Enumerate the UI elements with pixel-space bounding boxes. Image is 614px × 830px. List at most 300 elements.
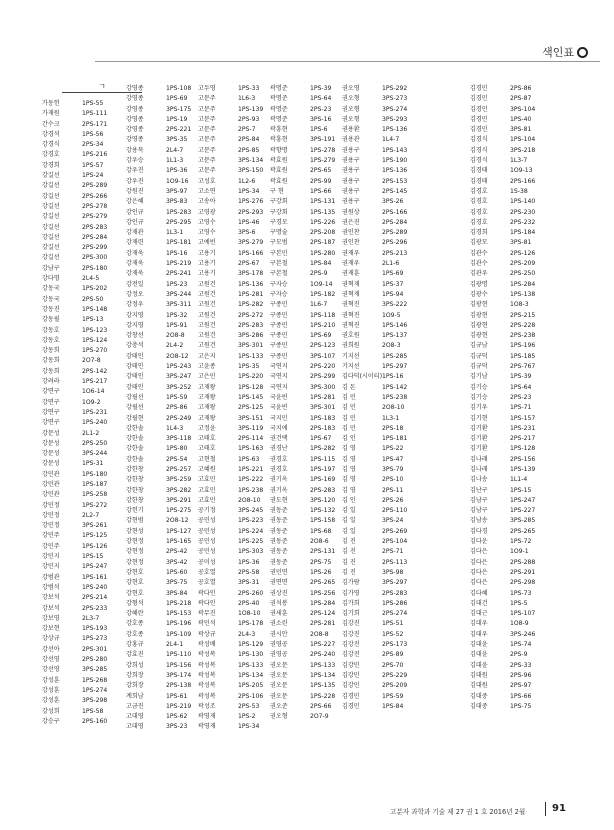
paper-code: 3PS-191 (310, 136, 336, 144)
paper-code: 1PS-124 (82, 336, 108, 344)
author-name: 김경호 (470, 218, 488, 226)
index-entry (270, 455, 348, 465)
author-name: 강길선 (42, 172, 60, 180)
author-name: 김경식 (470, 157, 488, 165)
index-entry (198, 156, 276, 166)
author-name: 고영수 (198, 229, 216, 237)
author-name: 고원건 (198, 280, 216, 288)
index-entry (470, 661, 548, 671)
index-column (270, 84, 348, 722)
author-name: 강승구 (42, 717, 60, 725)
paper-code: 1PS-166 (238, 249, 264, 257)
author-name: 김대중 (470, 692, 488, 700)
author-name: 권오형 (270, 713, 288, 721)
author-name: 강남구 (42, 264, 60, 272)
index-entry (270, 444, 348, 454)
index-entry (470, 609, 548, 619)
author-name: 김 영 (342, 486, 356, 494)
author-name: 권면면 (270, 579, 288, 587)
paper-code: 2PS-284 (382, 218, 408, 226)
author-name: 권용환 (342, 126, 360, 134)
paper-code: 1PS-26 (310, 568, 332, 576)
paper-code: 2PS-228 (510, 321, 536, 329)
author-name: 기지선 (342, 363, 360, 371)
paper-code: 1PS-219 (166, 702, 192, 710)
author-name: 강필선 (126, 393, 144, 401)
paper-code: 1PS-133 (238, 352, 264, 360)
author-name: 강민주 (42, 542, 60, 550)
author-name: 고문주 (198, 95, 216, 103)
author-name: 고윤종 (198, 363, 216, 371)
index-entry (198, 424, 276, 434)
index-entry (42, 120, 120, 130)
index-entry (42, 181, 120, 191)
paper-code: 2PS-26 (382, 496, 404, 504)
author-name: 고효민 (198, 486, 216, 494)
author-name: 강선아 (42, 645, 60, 653)
index-entry (42, 470, 120, 480)
author-name: 권동준 (270, 548, 288, 556)
index-entry (270, 94, 348, 104)
author-name: 강헌기 (126, 507, 144, 515)
author-name: 권재우 (342, 260, 360, 268)
author-name: 김다은 (470, 558, 488, 566)
paper-code: 1PS-84 (382, 702, 404, 710)
paper-code: 1PS-180 (82, 470, 108, 478)
index-entry (198, 640, 276, 650)
author-name: 김대원 (470, 671, 488, 679)
index-entry (198, 135, 276, 145)
paper-code: 3PS-279 (238, 239, 264, 247)
author-name: 강성훈 (42, 676, 60, 684)
index-entry (198, 630, 276, 640)
author-name: 공민성 (198, 517, 216, 525)
paper-code: 3PS-301 (310, 404, 336, 412)
paper-code: 3PS-81 (510, 239, 532, 247)
author-name: 권혁진 (342, 311, 360, 319)
index-entry (270, 650, 348, 660)
index-entry (198, 362, 276, 372)
index-entry (470, 692, 548, 702)
index-entry (198, 496, 276, 506)
author-name: 강용묵 (126, 146, 144, 154)
index-entry (470, 516, 548, 526)
author-name: 김경희 (470, 229, 488, 237)
author-name: 구종민 (270, 321, 288, 329)
index-entry (270, 146, 348, 156)
paper-code: 1PS-221 (238, 465, 264, 473)
author-name: 강필현 (126, 414, 144, 422)
paper-code: 1PS-268 (82, 676, 108, 684)
paper-code: 1PS-140 (510, 198, 536, 206)
author-name: 공민성 (198, 527, 216, 535)
paper-code: 1PS-156 (166, 661, 192, 669)
paper-code: 2PS-209 (382, 682, 408, 690)
paper-code: 1PS-223 (238, 517, 264, 525)
index-entry (270, 177, 348, 187)
paper-code: 1PS-139 (510, 465, 536, 473)
index-entry (42, 418, 120, 428)
paper-code: 3PS-252 (166, 383, 192, 391)
author-name: 권용구 (342, 167, 360, 175)
paper-code: 3PS-98 (382, 568, 404, 576)
paper-code: 2PS-233 (82, 604, 108, 612)
author-name: 강한창 (126, 465, 144, 473)
index-entry (198, 661, 276, 671)
author-name: 권동준 (270, 507, 288, 515)
author-name: 가동헌 (42, 100, 60, 107)
index-entry (42, 192, 120, 202)
index-entry (470, 84, 548, 94)
index-entry (470, 589, 548, 599)
author-name: 강민관 (42, 480, 60, 488)
paper-code: 2PS-301 (82, 645, 108, 653)
index-entry (270, 465, 348, 475)
paper-code: 1O8-3 (510, 301, 529, 309)
index-entry (342, 166, 420, 176)
paper-code: 2L2-7 (82, 511, 100, 519)
author-name: 김관우 (470, 270, 488, 278)
index-title (542, 44, 588, 60)
paper-code: 1PS-284 (510, 280, 536, 288)
index-entry (198, 84, 276, 94)
index-entry (42, 480, 120, 490)
author-name: 강동필 (42, 316, 60, 324)
paper-code: 1PS-63 (238, 455, 260, 463)
author-name: 구명술 (270, 229, 288, 237)
paper-code: 1PS-247 (82, 563, 108, 571)
index-entry (42, 614, 120, 624)
index-entry (42, 253, 120, 263)
index-entry (270, 105, 348, 115)
author-name: 공호열 (198, 568, 216, 576)
author-name: 김광현 (470, 311, 488, 319)
author-name: 곽효원 (270, 167, 288, 175)
index-entry (42, 501, 120, 511)
author-name: 권소린 (270, 620, 288, 628)
paper-code: 1PS-224 (238, 527, 264, 535)
index-entry (126, 208, 204, 218)
paper-code: 1PS-185 (510, 352, 536, 360)
index-entry (342, 692, 420, 702)
author-name: 김 진 (342, 538, 356, 546)
author-name: 곽향명 (270, 146, 288, 154)
author-name: 김대근 (470, 610, 488, 618)
paper-code: 1PS-243 (166, 363, 192, 371)
author-name: 공기정 (198, 507, 216, 515)
paper-code: 2PS-89 (382, 651, 404, 659)
paper-code: 2O7-8 (82, 357, 101, 365)
paper-code: 1PS-57 (82, 161, 104, 169)
author-name: 곽명준 (270, 95, 288, 103)
index-entry (42, 645, 120, 655)
index-entry (126, 84, 204, 94)
paper-code: 3PS-16 (310, 115, 332, 123)
author-name: 김기우 (470, 404, 488, 412)
index-entry (270, 362, 348, 372)
paper-code: 1PS-218 (166, 599, 192, 607)
paper-code: 3PS-311 (166, 301, 192, 309)
index-entry (42, 377, 120, 387)
paper-code: 1O9-13 (510, 167, 533, 175)
paper-code: 1PS-219 (166, 260, 192, 268)
paper-code: 2L4-7 (166, 146, 184, 154)
index-entry (126, 290, 204, 300)
index-entry (270, 712, 348, 722)
author-name: 국윤빈 (270, 404, 288, 412)
index-entry (42, 686, 120, 696)
index-entry (470, 94, 548, 104)
paper-code: 1PS-231 (82, 408, 108, 416)
index-entry (198, 208, 276, 218)
index-entry (198, 187, 276, 197)
index-entry (198, 249, 276, 259)
index-entry (342, 650, 420, 660)
author-name: 고소연 (198, 187, 216, 195)
author-name: 고재왕 (198, 404, 216, 412)
paper-code: 1PS-247 (510, 496, 536, 504)
author-name: 기지선 (342, 352, 360, 360)
index-entry (198, 414, 276, 424)
index-title-text: 색인표 (542, 46, 574, 59)
author-name: 강경식 (42, 141, 60, 149)
paper-code: 1O9-2 (82, 398, 101, 406)
index-entry (342, 156, 420, 166)
index-entry (198, 105, 276, 115)
index-entry (342, 681, 420, 691)
author-name: 고원건 (198, 290, 216, 298)
index-entry (270, 84, 348, 94)
index-entry (126, 352, 204, 362)
author-name: 강문성 (42, 460, 60, 468)
paper-code: 3PS-35 (166, 136, 188, 144)
index-entry (42, 562, 120, 572)
paper-code: 1PS-136 (382, 167, 408, 175)
index-entry (42, 583, 120, 593)
index-entry (470, 444, 548, 454)
index-entry (470, 475, 548, 485)
index-entry (42, 387, 120, 397)
paper-code: 2PS-300 (82, 254, 108, 262)
author-name: 김 민 (342, 393, 356, 401)
paper-code: 1PS-67 (310, 435, 332, 443)
paper-code: 1PS-256 (310, 589, 336, 597)
index-entry (198, 115, 276, 125)
paper-code: 1PS-129 (238, 641, 264, 649)
author-name: 계희남 (126, 692, 144, 700)
index-entry (342, 393, 420, 403)
author-name: 구모범 (270, 239, 288, 247)
author-name: 권민면 (270, 568, 288, 576)
author-name: 강재관 (126, 229, 144, 237)
author-name: 강지영 (126, 321, 144, 329)
paper-code: 1PS-279 (310, 157, 336, 165)
index-entry (270, 568, 348, 578)
index-entry (126, 609, 204, 619)
index-entry (342, 619, 420, 629)
author-name: 김광현 (470, 332, 488, 340)
author-name: 고두영 (198, 85, 216, 92)
index-entry (198, 516, 276, 526)
index-entry (42, 326, 120, 336)
author-name: 구종민 (270, 301, 288, 309)
paper-code: 1PS-182 (310, 290, 336, 298)
index-entry (198, 321, 276, 331)
index-entry (198, 290, 276, 300)
author-name: 김 진 (342, 548, 356, 556)
paper-code: 1PS-2 (238, 713, 256, 721)
author-name: 강동호 (42, 336, 60, 344)
index-entry (342, 352, 420, 362)
paper-code: 1PS-115 (310, 455, 336, 463)
index-entry (42, 212, 120, 222)
paper-code: 2PS-288 (510, 558, 536, 566)
index-entry (342, 424, 420, 434)
paper-code: 2PS-86 (166, 404, 188, 412)
author-name: 곽성복 (198, 692, 216, 700)
index-entry (42, 264, 120, 274)
paper-code: 1PS-196 (510, 342, 536, 350)
paper-code: 2PS-65 (310, 167, 332, 175)
paper-code: 1PS-74 (510, 641, 532, 649)
paper-code: 2PS-280 (82, 656, 108, 664)
author-name: 강희성 (126, 661, 144, 669)
author-name: 김대중 (470, 702, 488, 710)
paper-code: 1PS-108 (166, 85, 192, 92)
author-name: 강창선 (126, 332, 144, 340)
paper-code: 1PS-16 (382, 373, 404, 381)
index-entry (126, 568, 204, 578)
index-entry (470, 362, 548, 372)
index-entry (342, 527, 420, 537)
paper-code: 2PS-9 (310, 270, 328, 278)
author-name: 김강진 (342, 630, 360, 638)
paper-code: 3PS-23 (166, 723, 188, 731)
paper-code: 2PS-71 (382, 548, 404, 556)
index-entry (470, 228, 548, 238)
author-name: 강태인 (126, 363, 144, 371)
paper-code: 1PS-23 (166, 280, 188, 288)
author-name: 강성훈 (42, 686, 60, 694)
paper-code: 1PS-284 (310, 599, 336, 607)
paper-code: 1PS-60 (166, 568, 188, 576)
paper-code: 1PS-146 (382, 321, 408, 329)
index-entry (342, 187, 420, 197)
author-name: 권영공 (270, 651, 288, 659)
paper-code: 2PS-173 (382, 641, 408, 649)
index-entry (342, 362, 420, 372)
index-entry (270, 475, 348, 485)
index-entry (198, 228, 276, 238)
paper-code: 1PS-15 (82, 553, 104, 561)
author-name: 곽성조 (198, 702, 216, 710)
paper-code: 2PS-265 (510, 527, 536, 535)
paper-code: 1PS-272 (82, 501, 108, 509)
paper-code: 1PS-110 (166, 651, 192, 659)
author-name: 강영종 (126, 85, 144, 92)
paper-code: 1PS-107 (510, 610, 536, 618)
index-entry (470, 455, 548, 465)
author-name: 강재련 (126, 239, 144, 247)
index-entry (198, 352, 276, 362)
paper-code: 2PS-156 (510, 455, 536, 463)
paper-code: 1PS-31 (82, 460, 104, 468)
author-name: 강정우 (126, 301, 144, 309)
author-name: 김경식 (470, 136, 488, 144)
index-entry (42, 573, 120, 583)
author-name: 권용구 (342, 198, 360, 206)
paper-code: 2PS-250 (510, 270, 536, 278)
index-entry (270, 527, 348, 537)
paper-code: 1PS-59 (382, 692, 404, 700)
index-entry (470, 352, 548, 362)
index-entry (270, 290, 348, 300)
paper-code: 3PS-75 (166, 579, 188, 587)
author-name: 곽명준 (270, 85, 288, 92)
paper-code: 2PS-110 (382, 507, 408, 515)
author-name: 권용구 (342, 157, 360, 165)
author-name: 김대윤 (470, 661, 488, 669)
index-entry (270, 609, 348, 619)
index-entry (342, 630, 420, 640)
index-entry (42, 398, 120, 408)
paper-code: 3PS-301 (238, 342, 264, 350)
author-name: 강인규 (126, 218, 144, 226)
index-entry (198, 280, 276, 290)
author-name: 강현정 (126, 558, 144, 566)
index-entry (470, 383, 548, 393)
index-entry (126, 311, 204, 321)
author-name: 강현호 (126, 579, 144, 587)
paper-code: 2PS-229 (382, 671, 408, 679)
index-entry (470, 290, 548, 300)
author-name: 권경호 (270, 455, 288, 463)
author-name: 권기옥 (270, 486, 288, 494)
paper-code: 3PS-178 (238, 270, 264, 278)
index-entry (42, 346, 120, 356)
paper-code: 2PS-265 (310, 579, 336, 587)
page-number: 91 (552, 803, 566, 814)
author-name: 강한창 (126, 496, 144, 504)
author-name: 고영수 (198, 218, 216, 226)
author-name: 강선영 (42, 656, 60, 664)
paper-code: 1PS-220 (238, 373, 264, 381)
paper-code: 3PS-261 (82, 522, 108, 530)
paper-code: 1PS-40 (510, 115, 532, 123)
author-name: 권은진 (342, 218, 360, 226)
author-name: 김다은 (470, 548, 488, 556)
paper-code: 1L6-7 (310, 301, 328, 309)
paper-code: 1PS-66 (510, 692, 532, 700)
index-entry (470, 486, 548, 496)
author-name: 간수크 (42, 120, 60, 128)
author-name: 곽민석 (198, 620, 216, 628)
author-name: 강현범 (126, 517, 144, 525)
author-name: 강민주 (42, 532, 60, 540)
index-entry (470, 599, 548, 609)
author-name: 권오문 (270, 671, 288, 679)
author-name: 강태인 (126, 352, 144, 360)
paper-code: 2L4-1 (166, 641, 184, 649)
index-entry (126, 280, 204, 290)
index-entry (470, 197, 548, 207)
index-entry (126, 661, 204, 671)
author-name: 고문주 (198, 105, 216, 113)
paper-code: 3PS-246 (510, 630, 536, 638)
index-entry (126, 218, 204, 228)
author-name: 권오문 (270, 692, 288, 700)
author-name: 권오문 (270, 661, 288, 669)
